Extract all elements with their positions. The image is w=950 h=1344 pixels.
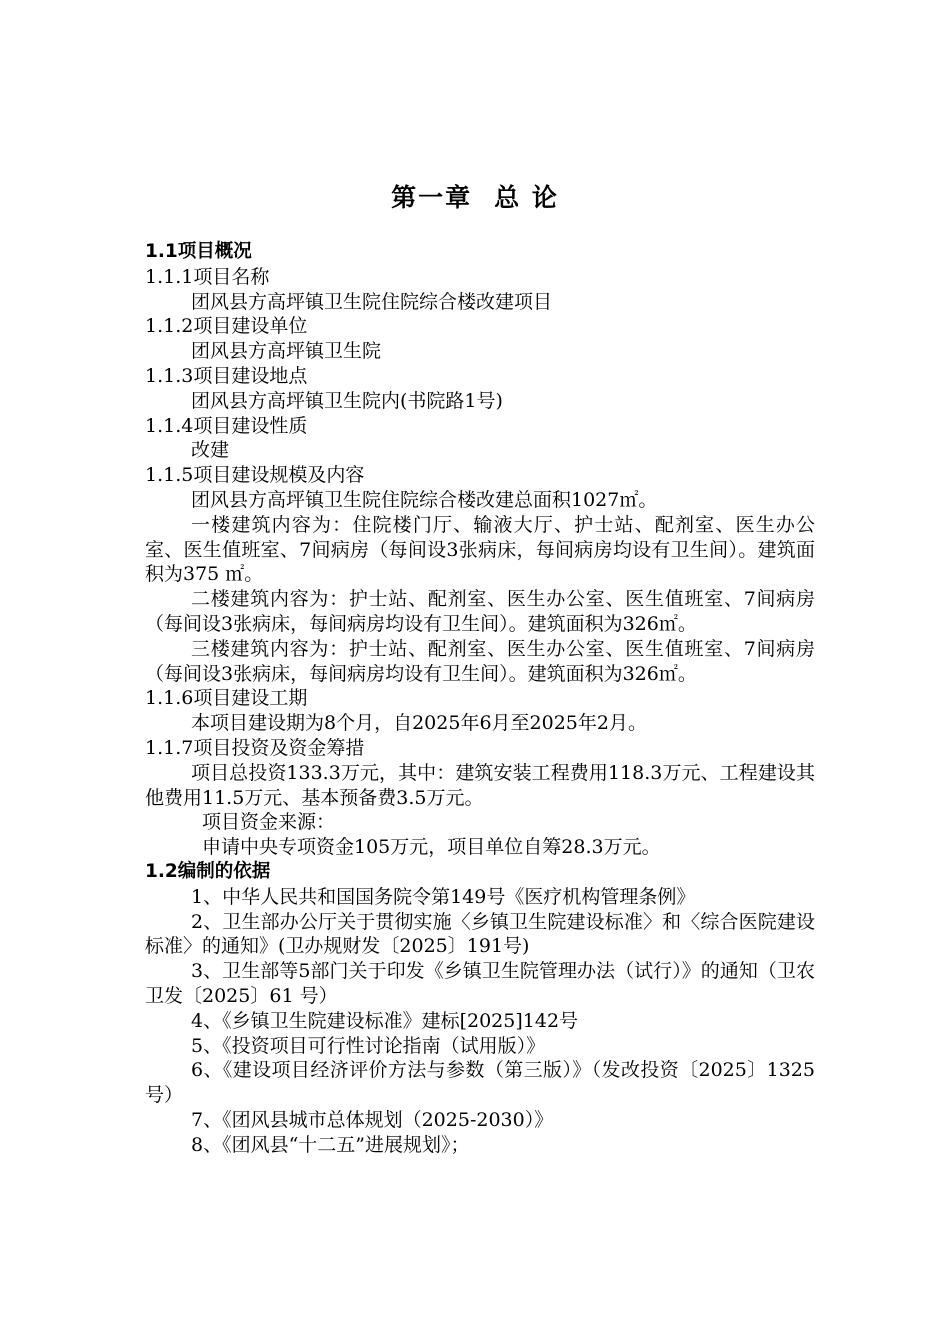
- investment-description: 项目总投资133.3万元，其中：建筑安装工程费用118.3万元、工程建设其他费用11.5万元、基本预备费3.5万元。: [145, 761, 815, 809]
- floor-2-description: 二楼建筑内容为：护士站、配剂室、医生办公室、医生值班室、7间病房（每间设3张病床，每间病房均设有卫生间）。建筑面积为326㎡。: [145, 588, 815, 635]
- subsection-heading: 1.1.3项目建设地点: [145, 364, 308, 387]
- subsection-heading: 1.1.5项目建设规模及内容: [145, 464, 365, 487]
- construction-scale: 团风县方高坪镇卫生院住院综合楼改建总面积1027㎡。: [191, 488, 658, 511]
- fund-source: 申请中央专项资金105万元，项目单位自筹28.3万元。: [202, 836, 661, 859]
- subsection-heading: 1.1.4项目建设性质: [145, 414, 308, 437]
- basis-item: 3、卫生部等5部门关于印发《乡镇卫生院管理办法（试行）》的通知（卫农卫发〔2025〕61 号）: [145, 960, 815, 1007]
- subsection-heading: 1.1.7项目投资及资金筹措: [145, 736, 365, 759]
- basis-item: 6、《建设项目经济评价方法与参数（第三版）》（发改投资〔2025〕1325号）: [145, 1059, 815, 1107]
- document-body: [145, 240, 815, 1157]
- chapter-name: 总 论: [494, 183, 559, 212]
- construction-site: 团风县方高坪镇卫生院内(书院路1号): [191, 389, 503, 412]
- subsection-heading: 1.1.1项目名称: [145, 265, 270, 288]
- basis-item: 8、《团风县“十二五”进展规划》；: [191, 1133, 470, 1156]
- section-heading-1-2: 1.2编制的依据: [145, 860, 271, 882]
- subsection-heading: 1.1.6项目建设工期: [145, 687, 308, 710]
- basis-item: 5、《投资项目可行性讨论指南（试用版）》: [191, 1034, 546, 1057]
- floor-3-description: 三楼建筑内容为：护士站、配剂室、医生办公室、医生值班室、7间病房（每间设3张病床，每间病房均设有卫生间）。建筑面积为326㎡。: [145, 637, 815, 685]
- section-heading-1-1: 1.1项目概况: [145, 241, 252, 262]
- chapter-number: 第一章: [391, 183, 473, 212]
- fund-source-label: 项目资金来源：: [202, 811, 336, 834]
- basis-item: 1、中华人民共和国国务院令第149号《医疗机构管理条例》: [191, 885, 696, 908]
- construction-period: 本项目建设期为8个月，自2025年6月至2025年2月。: [191, 712, 647, 735]
- project-name: 团风县方高坪镇卫生院住院综合楼改建项目: [191, 290, 553, 313]
- floor-1-description: 一楼建筑内容为：住院楼门厅、输液大厅、护士站、配剂室、医生办公室、医生值班室、7间病房（每间设3张病床，每间病房均设有卫生间）。建筑面积为375 ㎡。: [145, 513, 815, 586]
- chapter-title: [0, 178, 950, 214]
- basis-item: 4、《乡镇卫生院建设标准》建标[2025]142号: [191, 1009, 579, 1032]
- basis-item: 7、《团风县城市总体规划（2025-2030）》: [191, 1108, 554, 1131]
- subsection-heading: 1.1.2项目建设单位: [145, 315, 308, 338]
- construction-unit: 团风县方高坪镇卫生院: [191, 340, 382, 363]
- basis-item: 2、卫生部办公厅关于贯彻实施〈乡镇卫生院建设标准〉和〈综合医院建设标准〉的通知》(卫办规财发〔2025〕191号): [145, 910, 815, 958]
- construction-nature: 改建: [191, 439, 230, 462]
